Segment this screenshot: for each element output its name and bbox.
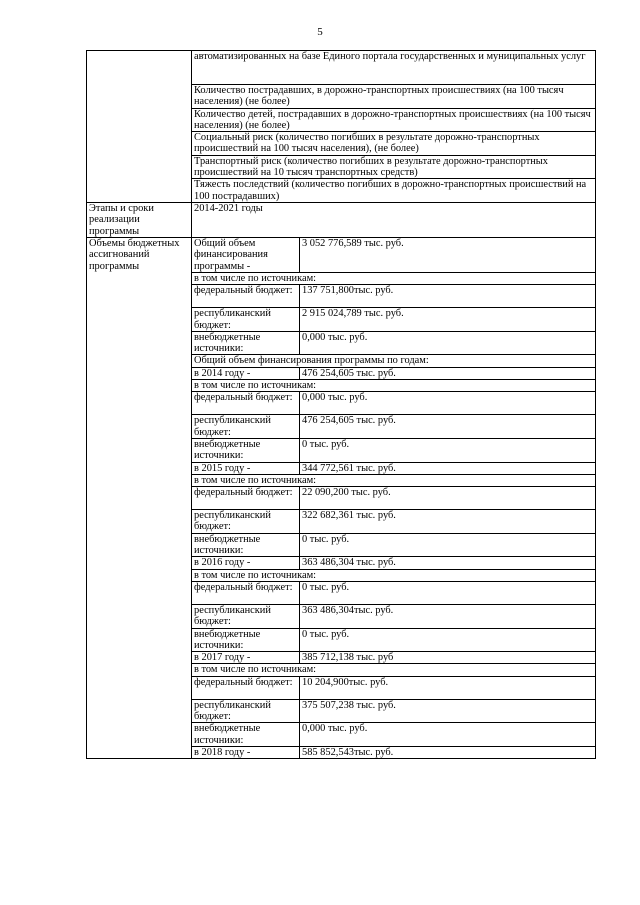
goals-label-cell bbox=[87, 51, 192, 203]
year-label: в 2014 году - bbox=[192, 367, 300, 379]
year-sources-label: в том числе по источникам: bbox=[192, 569, 596, 581]
budget-total-row bbox=[87, 237, 596, 272]
budget-label: Объемы бюджетных ассигнований программы bbox=[87, 237, 192, 758]
source-label: республиканский бюджет: bbox=[192, 415, 300, 439]
source-value: 375 507,238 тыс. руб. bbox=[300, 699, 596, 723]
source-value: 0 тыс. руб. bbox=[300, 628, 596, 652]
year-label: в 2016 году - bbox=[192, 557, 300, 569]
source-label: федеральный бюджет: bbox=[192, 392, 300, 415]
source-value: 0 тыс. руб. bbox=[300, 438, 596, 462]
source-value: 10 204,900тыс. руб. bbox=[300, 676, 596, 699]
source-label: республиканский бюджет: bbox=[192, 510, 300, 534]
source-value: 0,000 тыс. руб. bbox=[300, 723, 596, 747]
source-value: 0 тыс. руб. bbox=[300, 581, 596, 604]
source-value: 476 254,605 тыс. руб. bbox=[300, 415, 596, 439]
goal-text: Социальный риск (количество погибших в результате дорожно-транспортных происшествий на 100 тысяч населения), (не более) bbox=[192, 132, 596, 156]
page-number: 5 bbox=[317, 26, 323, 38]
source-value: 2 915 024,789 тыс. руб. bbox=[300, 308, 596, 332]
source-label: внебюджетные источники: bbox=[192, 628, 300, 652]
year-value: 363 486,304 тыс. руб. bbox=[300, 557, 596, 569]
source-label: республиканский бюджет: bbox=[192, 699, 300, 723]
budget-total-value: 3 052 776,589 тыс. руб. bbox=[300, 237, 596, 272]
stages-row bbox=[87, 202, 596, 237]
source-label: внебюджетные источники: bbox=[192, 331, 300, 355]
source-value: 22 090,200 тыс. руб. bbox=[300, 487, 596, 510]
source-label: республиканский бюджет: bbox=[192, 308, 300, 332]
budget-by-year-label: Общий объем финансирования программы по годам: bbox=[192, 355, 596, 367]
source-label: федеральный бюджет: bbox=[192, 487, 300, 510]
year-sources-label: в том числе по источникам: bbox=[192, 380, 596, 392]
source-value: 0 тыс. руб. bbox=[300, 533, 596, 557]
year-value: 476 254,605 тыс. руб. bbox=[300, 367, 596, 379]
year-value: 585 852,543тыс. руб. bbox=[300, 746, 596, 758]
stages-value: 2014-2021 годы bbox=[192, 202, 596, 237]
goal-text: Тяжесть последствий (количество погибших в дорожно-транспортных происшествий на 100 пострадавших) bbox=[192, 179, 596, 203]
year-label: в 2015 году - bbox=[192, 462, 300, 474]
budget-total-label: Общий объем финансирования программы - bbox=[192, 237, 300, 272]
year-sources-label: в том числе по источникам: bbox=[192, 474, 596, 486]
source-value: 0,000 тыс. руб. bbox=[300, 331, 596, 355]
source-value: 0,000 тыс. руб. bbox=[300, 392, 596, 415]
source-value: 137 751,800тыс. руб. bbox=[300, 285, 596, 308]
source-label: федеральный бюджет: bbox=[192, 285, 300, 308]
budget-sources-label: в том числе по источникам: bbox=[192, 272, 596, 284]
source-label: федеральный бюджет: bbox=[192, 581, 300, 604]
year-value: 344 772,561 тыс. руб. bbox=[300, 462, 596, 474]
year-label: в 2018 году - bbox=[192, 746, 300, 758]
year-label: в 2017 году - bbox=[192, 652, 300, 664]
goal-row bbox=[87, 51, 596, 85]
source-label: федеральный бюджет: bbox=[192, 676, 300, 699]
goal-text: Количество детей, пострадавших в дорожно-транспортных происшествиях (на 100 тысяч населения) (не более) bbox=[192, 108, 596, 132]
source-label: республиканский бюджет: bbox=[192, 604, 300, 628]
goal-text: Транспортный риск (количество погибших в результате дорожно-транспортных происшествий на 10 тысяч транспортных средств) bbox=[192, 155, 596, 179]
year-sources-label: в том числе по источникам: bbox=[192, 664, 596, 676]
source-value: 363 486,304тыс. руб. bbox=[300, 604, 596, 628]
stages-label: Этапы и сроки реализации программы bbox=[87, 202, 192, 237]
source-label: внебюджетные источники: bbox=[192, 533, 300, 557]
program-passport-table bbox=[86, 50, 596, 759]
source-label: внебюджетные источники: bbox=[192, 438, 300, 462]
year-value: 385 712,138 тыс. руб bbox=[300, 652, 596, 664]
source-value: 322 682,361 тыс. руб. bbox=[300, 510, 596, 534]
goal-text: автоматизированных на базе Единого портала государственных и муниципальных услуг bbox=[192, 51, 596, 85]
source-label: внебюджетные источники: bbox=[192, 723, 300, 747]
goal-text: Количество пострадавших, в дорожно-транспортных происшествиях (на 100 тысяч населения) (не более) bbox=[192, 85, 596, 109]
